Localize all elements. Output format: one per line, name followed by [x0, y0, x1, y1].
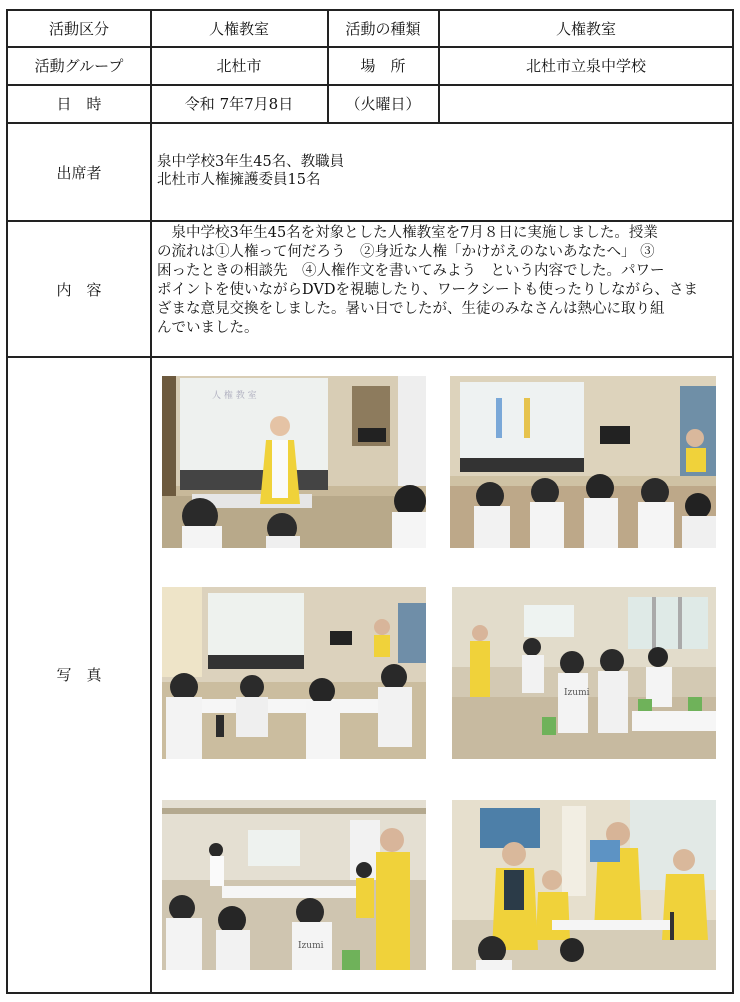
- photo-4-shirt-text: Izumi: [564, 688, 590, 698]
- photo-3: [162, 587, 426, 759]
- photo-1: [162, 376, 426, 548]
- photos-label: 写 真: [56, 665, 102, 684]
- photo-2: [450, 376, 716, 548]
- weekday-value: （火曜日）: [345, 95, 421, 113]
- activity-group-label: 活動グループ: [34, 57, 124, 75]
- attendees-label: 出席者: [56, 163, 102, 182]
- attendees-line-1: 泉中学校3年生45名、教職員: [157, 154, 345, 170]
- photo-6: [452, 800, 716, 970]
- activity-type-value: 人権教室: [555, 19, 616, 38]
- content-line-6: んでいました。: [157, 320, 259, 336]
- location-label: 場 所: [360, 57, 406, 75]
- datetime-label: 日 時: [56, 95, 102, 113]
- content-line-4: ポイントを使いながらDVDを視聴したり、ワークシートも使ったりしながら、さま: [157, 282, 698, 298]
- photo-4: [452, 587, 716, 759]
- location-value: 北杜市立泉中学校: [525, 57, 646, 75]
- table-border-right: [732, 9, 734, 994]
- table-border-bottom: [6, 992, 734, 994]
- content-line-2: の流れは①人権って何だろう ②身近な人権「かけがえのないあなたへ」 ③: [157, 244, 655, 260]
- photo-5-shirt-text: Izumi: [298, 941, 324, 951]
- activity-category-label: 活動区分: [48, 19, 109, 38]
- photo-5: [162, 800, 426, 970]
- activity-category-value: 人権教室: [208, 19, 269, 38]
- content-line-1: 泉中学校3年生45名を対象とした人権教室を7月８日に実施しました。授業: [157, 225, 658, 241]
- content-line-3: 困ったときの相談先 ④人権作文を書いてみよう という内容でした。パワー: [157, 263, 665, 279]
- content-label: 内 容: [56, 280, 102, 299]
- content-line-5: ざまな意見交換をしました。暑い日でしたが、生徒のみなさんは熱心に取り組: [157, 301, 665, 317]
- datetime-extra: [438, 84, 734, 123]
- date-value: 令和 7年7月8日: [184, 95, 294, 113]
- activity-group-value: 北杜市: [216, 57, 262, 75]
- activity-type-label: 活動の種類: [345, 19, 421, 38]
- attendees-line-2: 北杜市人権擁護委員15名: [157, 172, 321, 188]
- svg-text:人 権 教 室: 人 権 教 室: [212, 391, 257, 401]
